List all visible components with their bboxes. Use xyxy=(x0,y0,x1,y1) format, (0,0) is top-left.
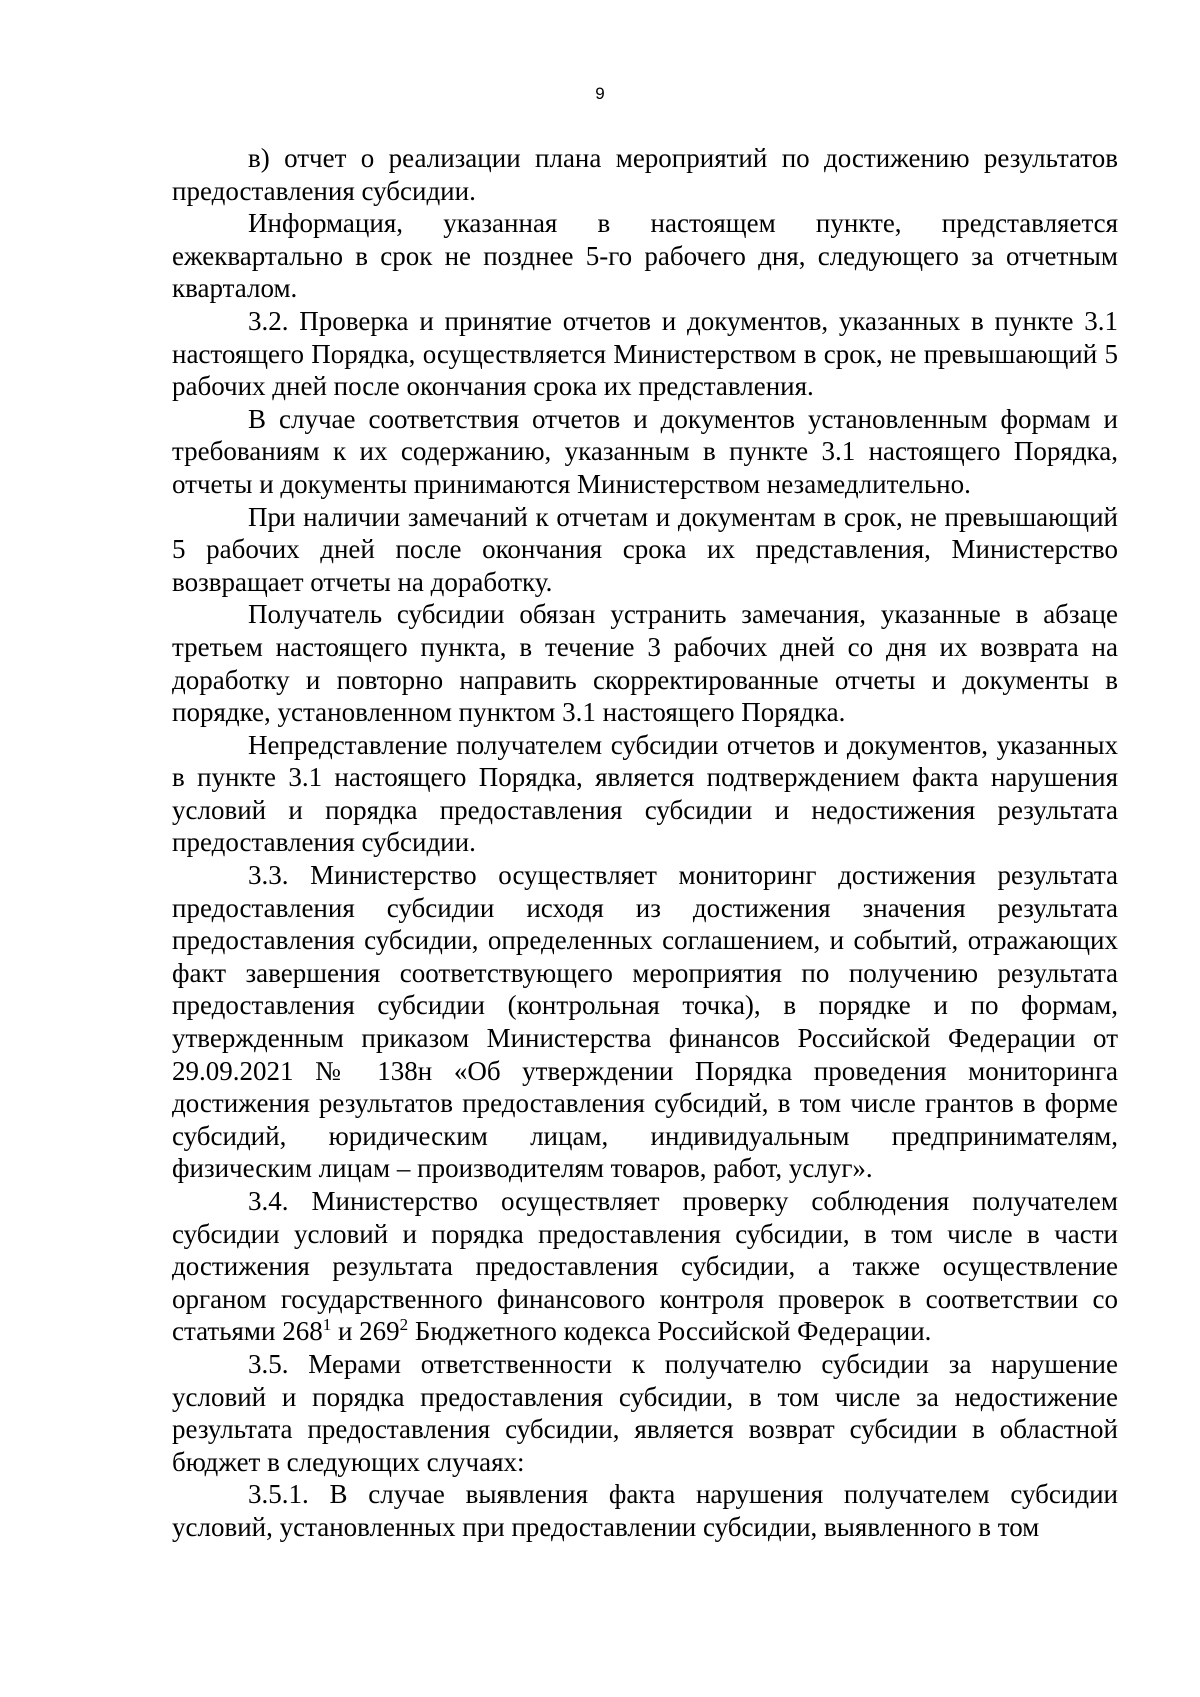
paragraph-3-3: 3.3. Министерство осуществляет мониторинг достижения результата предоставления субсидии исходя из достижения значения результата предоставления субсидии, определенных соглашением, и событий, отражающих факт завершения соответствующего мероприятия по получению результата предоставления субсидии (контрольная точка), в порядке и по формам, утвержденным приказом Министерства финансов Российской Федерации от 29.09.2021 № 138н «Об утверждении Порядка проведения мониторинга достижения результатов предоставления субсидий, в том числе грантов в форме субсидий, юридическим лицам, индивидуальным предпринимателям, физическим лицам – производителям товаров, работ, услуг». xyxy=(172,860,1118,1184)
paragraph-non-submission: Непредставление получателем субсидии отчетов и документов, указанных в пункте 3.1 настоящего Порядка, является подтверждением факта нарушения условий и порядка предоставления субсидии и недостижения результата предоставления субсидии. xyxy=(172,729,1118,858)
paragraph-recipient-obligation: Получатель субсидии обязан устранить замечания, указанные в абзаце третьем настоящего пункта, в течение 3 рабочих дней со дня их возврата на доработку и повторно направить скорректированные отчеты и документы в порядке, установленном пунктом 3.1 настоящего Порядка. xyxy=(172,599,1118,728)
paragraph-3-4-text-middle: и 269 xyxy=(331,1316,400,1347)
paragraph-3-2: 3.2. Проверка и принятие отчетов и документов, указанных в пункте 3.1 настоящего Порядка, осуществляется Министерством в срок, не превышающий 5 рабочих дней после окончания срока их представления. xyxy=(172,305,1118,402)
paragraph-3-5: 3.5. Мерами ответственности к получателю субсидии за нарушение условий и порядка предоставления субсидии, в том числе за недостижение результата предоставления субсидии, является возврат субсидии в областной бюджет в следующих случаях: xyxy=(172,1348,1118,1477)
paragraph-quarterly-info: Информация, указанная в настоящем пункте, представляется ежеквартально в срок не позднее 5-го рабочего дня, следующего за отчетным кварталом. xyxy=(172,208,1118,304)
paragraph-report-item-v: в) отчет о реализации плана мероприятий по достижению результатов предоставления субсидии. xyxy=(172,143,1118,206)
paragraph-3-4-text-after: Бюджетного кодекса Российской Федерации. xyxy=(408,1316,932,1347)
paragraph-3-4 xyxy=(172,1185,1118,1348)
superscript-1: 1 xyxy=(322,1315,332,1335)
paragraph-remarks: При наличии замечаний к отчетам и документам в срок, не превышающий 5 рабочих дней после окончания срока их представления, Министерство возвращает отчеты на доработку. xyxy=(172,501,1118,597)
superscript-2: 2 xyxy=(399,1315,409,1335)
paragraph-3-5-1: 3.5.1. В случае выявления факта нарушения получателем субсидии условий, установленных при предоставлении субсидии, выявленного в том xyxy=(172,1479,1118,1542)
paragraph-compliance: В случае соответствия отчетов и документов установленным формам и требованиям к их содержанию, указанным в пункте 3.1 настоящего Порядка, отчеты и документы принимаются Министерством незамедлительно. xyxy=(172,403,1118,499)
page-number: 9 xyxy=(595,84,605,103)
paragraph-3-4-text-before: 3.4. Министерство осуществляет проверку соблюдения получателем субсидии условий и порядка предоставления субсидии, в том числе в части достижения результата предоставления субсидии, а также осуществление органом государственного финансового контроля проверок в соответствии со статьями 268 xyxy=(172,1186,1118,1347)
document-body xyxy=(172,142,1118,1544)
